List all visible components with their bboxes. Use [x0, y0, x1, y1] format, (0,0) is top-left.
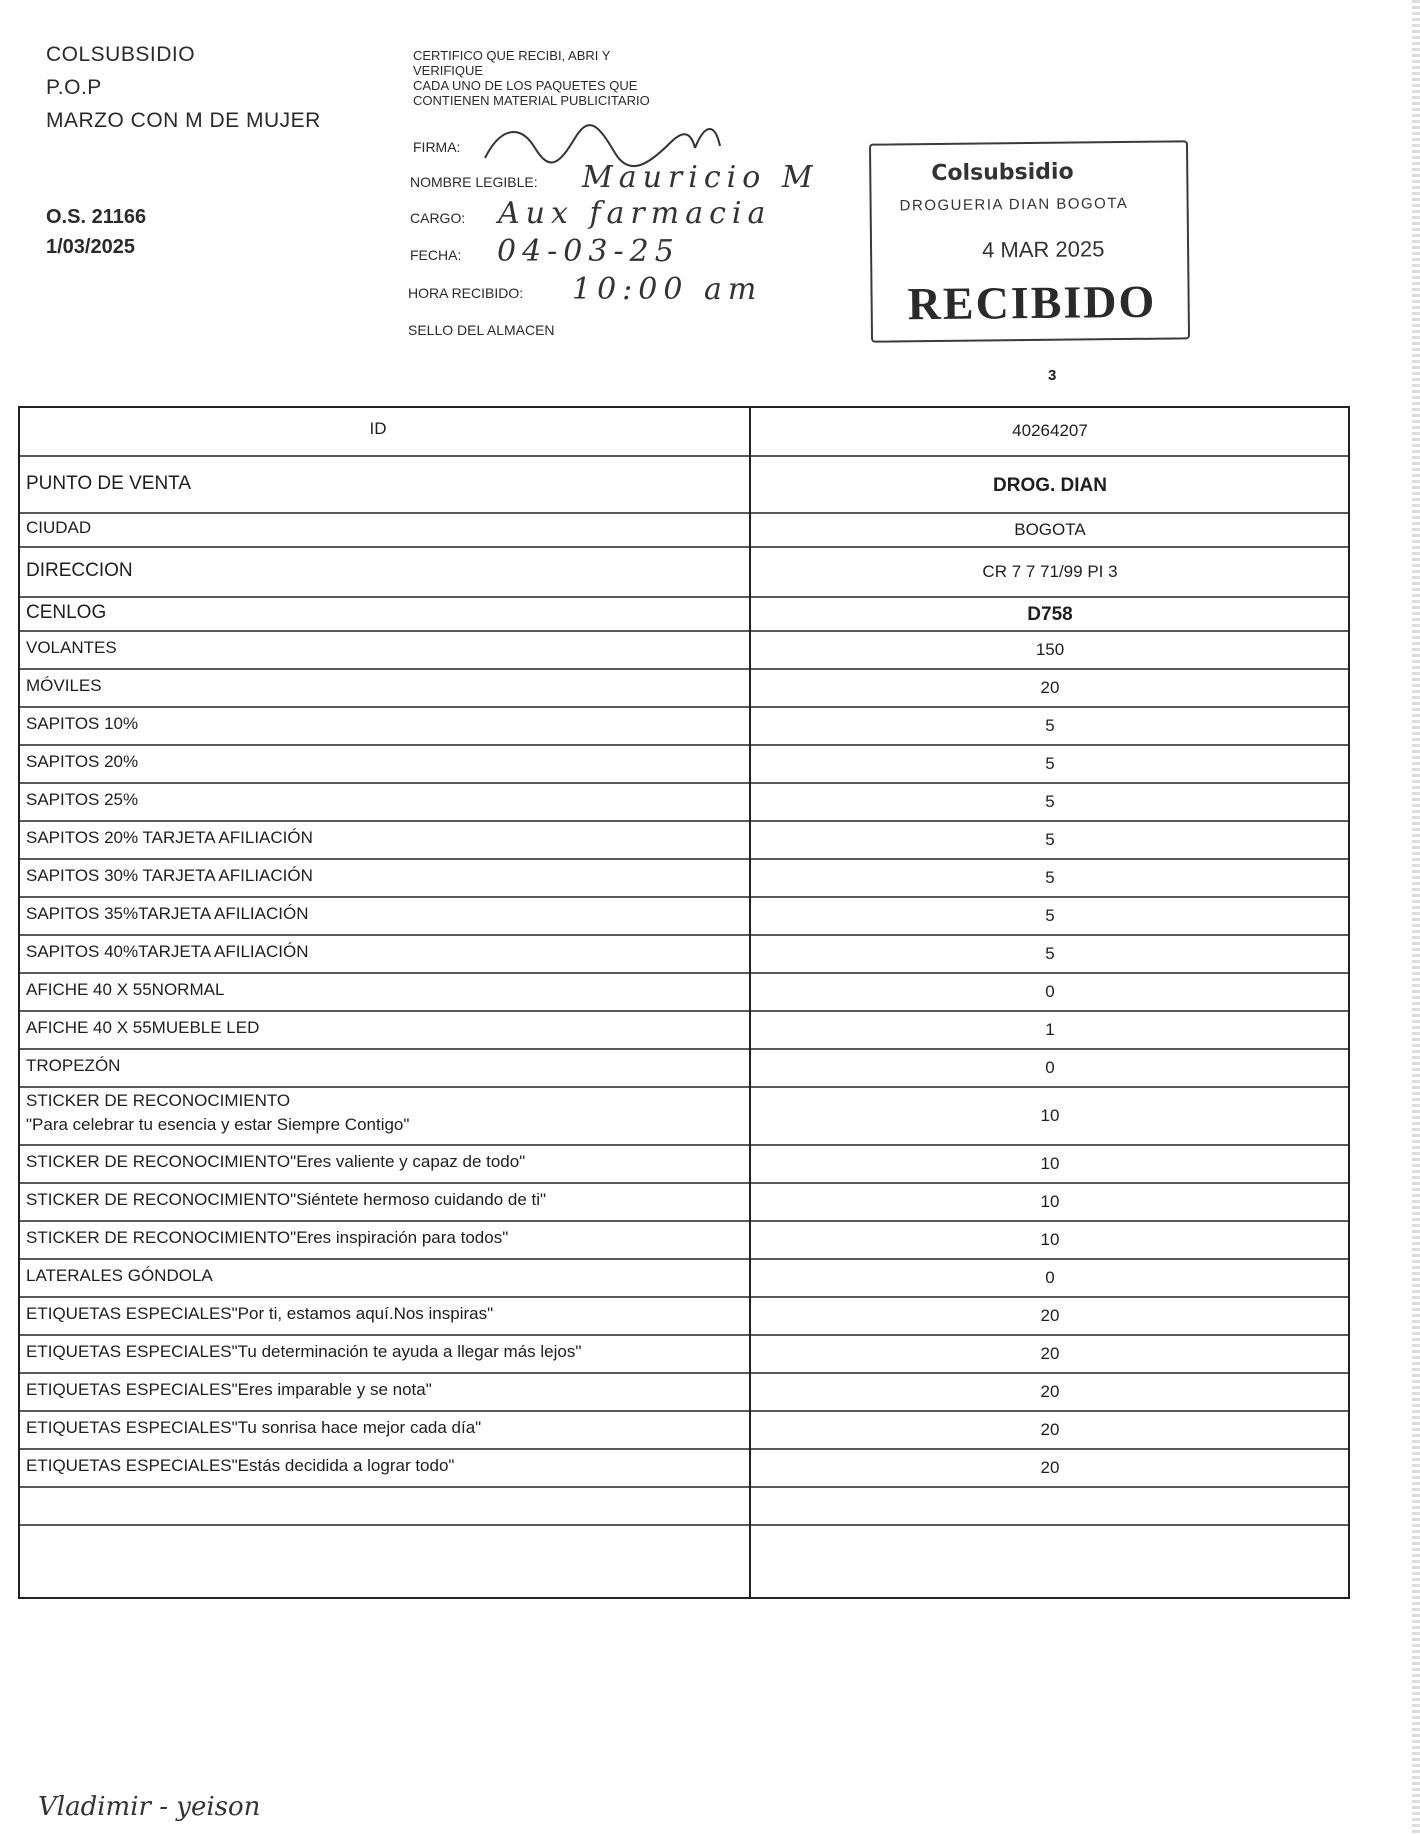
table-row-label: STICKER DE RECONOCIMIENTO"Eres valiente y capaz de todo" — [26, 1152, 526, 1171]
table-row-label: SAPITOS 30% TARJETA AFILIACIÓN — [26, 866, 313, 885]
table-row-value: 10 — [1040, 1230, 1060, 1249]
cert-line: CONTIENEN MATERIAL PUBLICITARIO — [413, 93, 650, 108]
table-row-value: 0 — [1045, 1058, 1055, 1077]
table-row-label: STICKER DE RECONOCIMIENTO"Eres inspiración para todos" — [26, 1228, 509, 1247]
table-row-value: 10 — [1040, 1154, 1060, 1173]
firma-label: FIRMA: — [413, 139, 461, 155]
table-row-value: 20 — [1040, 1458, 1060, 1477]
table-row-label: TROPEZÓN — [26, 1056, 121, 1075]
stamp-date: 4 MAR 2025 — [981, 236, 1105, 263]
order-date: 1/03/2025 — [46, 236, 135, 258]
table-row-value: 5 — [1045, 944, 1055, 963]
cert-line: CERTIFICO QUE RECIBI, ABRI Y — [413, 48, 611, 63]
table-row-value: 10 — [1040, 1106, 1060, 1125]
table-row-value: 5 — [1045, 830, 1055, 849]
table-row-value: 20 — [1040, 1306, 1060, 1325]
page-number: 3 — [1048, 367, 1057, 384]
stamp-status: RECIBIDO — [907, 275, 1157, 330]
table-row-value: 5 — [1045, 792, 1055, 811]
table-row-label: ID — [369, 419, 387, 438]
table-row-label: CIUDAD — [26, 518, 92, 537]
table-row-value: BOGOTA — [1014, 520, 1086, 539]
nombre-value: Mauricio M — [582, 160, 819, 195]
order-block — [46, 202, 146, 262]
table-row-label: ETIQUETAS ESPECIALES"Estás decidida a lograr todo" — [26, 1456, 455, 1475]
nombre-label: NOMBRE LEGIBLE: — [410, 174, 538, 190]
fecha-value: 04-03-25 — [497, 234, 680, 269]
sello-label: SELLO DEL ALMACEN — [408, 322, 555, 338]
table-row-label: ETIQUETAS ESPECIALES"Eres imparable y se nota" — [26, 1380, 432, 1399]
table-row-label: AFICHE 40 X 55MUEBLE LED — [26, 1018, 260, 1037]
fecha-label: FECHA: — [410, 247, 462, 263]
table-row-label: SAPITOS 20% TARJETA AFILIACIÓN — [26, 828, 313, 847]
table-row-label: MÓVILES — [26, 676, 102, 695]
table-row-label: PUNTO DE VENTA — [26, 472, 192, 494]
table-row-value: 150 — [1035, 640, 1065, 659]
table-row-value: 40264207 — [1012, 421, 1088, 440]
materials-table — [18, 406, 1350, 1599]
campaign-type: P.O.P — [46, 76, 102, 99]
table-row-label: ETIQUETAS ESPECIALES"Tu determinación te ayuda a llegar más lejos" — [26, 1342, 582, 1361]
table-row-label-line2: "Para celebrar tu esencia y estar Siempre Contigo" — [26, 1115, 410, 1134]
table-row-value: 0 — [1045, 982, 1055, 1001]
table-row-value: 20 — [1040, 1344, 1060, 1363]
table-row-value: 5 — [1045, 906, 1055, 925]
campaign-name: MARZO CON M DE MUJER — [46, 109, 321, 132]
table-row-value: 5 — [1045, 868, 1055, 887]
cert-line: VERIFIQUE — [413, 63, 484, 78]
table-row-label: DIRECCION — [26, 560, 133, 581]
hora-label: HORA RECIBIDO: — [408, 285, 524, 301]
table-row-label: AFICHE 40 X 55NORMAL — [26, 980, 225, 999]
table-row-value: 20 — [1040, 1420, 1060, 1439]
table-row-value: 20 — [1040, 1382, 1060, 1401]
table-row-label: LATERALES GÓNDOLA — [26, 1266, 213, 1285]
company-name: COLSUBSIDIO — [46, 43, 196, 66]
table-row-value: 5 — [1045, 716, 1055, 735]
table-row-label: SAPITOS 20% — [26, 752, 139, 771]
table-row-label: STICKER DE RECONOCIMIENTO"Siéntete hermoso cuidando de ti" — [26, 1190, 547, 1209]
table-row-value: 20 — [1040, 678, 1060, 697]
footer-handwritten-note: Vladimir - yeison — [38, 1792, 261, 1822]
table-row-label: SAPITOS 40%TARJETA AFILIACIÓN — [26, 942, 309, 961]
scan-edge — [1412, 0, 1420, 1834]
stamp-place: DROGUERIA DIAN BOGOTA — [899, 194, 1129, 215]
table-row-label: CENLOG — [26, 602, 107, 623]
table-row-value: CR 7 7 71/99 PI 3 — [982, 562, 1118, 581]
table-row-label: VOLANTES — [26, 638, 117, 657]
table-row-value: 5 — [1045, 754, 1055, 773]
cert-line: CADA UNO DE LOS PAQUETES QUE — [413, 78, 638, 93]
cargo-label: CARGO: — [410, 210, 466, 226]
table-row-value: 1 — [1045, 1020, 1055, 1039]
table-row-value: 0 — [1045, 1268, 1055, 1287]
table-row-label: SAPITOS 35%TARJETA AFILIACIÓN — [26, 904, 309, 923]
stamp-brand: Colsubsidio — [931, 159, 1074, 187]
certificate-text — [413, 48, 743, 108]
table-row-label: SAPITOS 25% — [26, 790, 139, 809]
table-row-label: ETIQUETAS ESPECIALES"Por ti, estamos aquí.Nos inspiras" — [26, 1304, 494, 1323]
table-row-value: 10 — [1040, 1192, 1060, 1211]
hora-value: 10:00 am — [572, 272, 763, 307]
order-number: O.S. 21166 — [46, 206, 147, 228]
table-row-label: ETIQUETAS ESPECIALES"Tu sonrisa hace mejor cada día" — [26, 1418, 482, 1437]
table-row-value: D758 — [1027, 604, 1073, 625]
received-stamp — [869, 140, 1190, 342]
table-row-value: DROG. DIAN — [993, 474, 1107, 496]
company-header — [46, 38, 321, 137]
table-row-label: STICKER DE RECONOCIMIENTO — [26, 1091, 291, 1110]
table-row-label: SAPITOS 10% — [26, 714, 139, 733]
cargo-value: Aux farmacia — [498, 196, 772, 231]
